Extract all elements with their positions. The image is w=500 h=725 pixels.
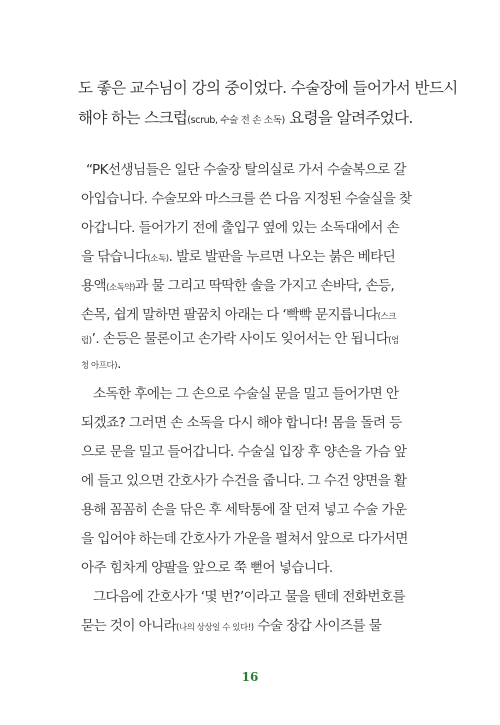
- text-run: 용액: [81, 278, 107, 294]
- text-run: 소독한 후에는 그 손으로 수술실 문을 밀고 들어가면 안: [93, 386, 399, 402]
- text-line: [81, 354, 121, 375]
- annotation-text: 청 아프다): [81, 360, 118, 370]
- text-line: [93, 587, 405, 607]
- text-line: [81, 218, 399, 238]
- text-run: 요령을 알려주었다.: [284, 109, 413, 127]
- text-line: [81, 529, 408, 549]
- text-run: 되겠죠? 그러면 손 소독을 다시 해야 합니다! 몸을 돌려 등: [81, 415, 402, 431]
- text-run: 에 들고 있으면 간호사가 수건을 줍니다. 그 수건 양면을 활: [81, 473, 407, 489]
- text-run: . 발로 발판을 누르면 나오는 붉은 베타딘: [168, 249, 396, 265]
- annotation-text: 럽): [81, 335, 92, 345]
- text-run: 묻는 것이 아니라: [81, 618, 177, 634]
- text-line: [81, 471, 406, 491]
- annotation-text: (소독약): [106, 282, 136, 292]
- text-run: ’. 손등은 물론이고 손가락 사이도 잊어서는 안 됩니다: [91, 331, 389, 347]
- text-line: [81, 558, 333, 578]
- text-run: 도 좋은 교수님이 강의 중이었다. 수술장에 들어가서 반드시: [78, 79, 458, 97]
- page-number: 16: [241, 670, 259, 684]
- text-run: 해야 하는 스크럽: [78, 109, 188, 127]
- annotation-text: (소독): [147, 253, 169, 263]
- text-run: 그다음에 간호사가 ‘몇 번?’이라고 물을 텐데 전화번호를: [93, 589, 406, 605]
- text-line: [81, 276, 394, 297]
- text-line: [81, 247, 395, 268]
- text-run: 으로 문을 밀고 들어갑니다. 수술실 입장 후 양손을 가슴 앞: [81, 444, 407, 460]
- annotation-text: (scrub, 수술 전 손 소독): [187, 115, 285, 126]
- annotation-text: (엄: [388, 335, 399, 345]
- text-line: [81, 329, 399, 350]
- text-run: 아갑니다. 들어가기 전에 출입구 옆에 있는 소독대에서 손: [81, 220, 399, 236]
- text-line: [81, 413, 402, 433]
- text-line: [78, 108, 413, 131]
- annotation-text: (나의 상상일 수 있다!): [176, 622, 254, 632]
- text-run: 을 닦습니다: [81, 249, 148, 265]
- text-run: 아주 힘차게 양팔을 앞으로 쭉 뻗어 넣습니다.: [81, 560, 333, 576]
- text-run: 과 물 그리고 딱딱한 솔을 가지고 손바닥, 손등,: [135, 278, 395, 294]
- text-run: 아입습니다. 수술모와 마스크를 쓴 다음 지정된 수술실을 찾: [81, 191, 412, 207]
- text-run: 을 입어야 하는데 간호사가 가운을 펼쳐서 앞으로 다가서면: [81, 531, 408, 547]
- text-line: [81, 616, 381, 637]
- text-run: 수술 장갑 사이즈를 물: [253, 618, 382, 634]
- annotation-text: (스크: [377, 311, 397, 321]
- text-line: [81, 189, 412, 209]
- text-line: [81, 500, 406, 520]
- text-run: “PK선생님들은 일단 수술장 탈의실로 가서 수술복으로 갈: [86, 162, 406, 178]
- text-run: 손목, 쉽게 말하면 팔꿈치 아래는 다 ‘빡빡 문지릅니다: [81, 307, 378, 323]
- text-line: [86, 160, 406, 180]
- text-line: [81, 305, 396, 326]
- text-line: [78, 78, 458, 98]
- text-line: [93, 384, 398, 404]
- text-line: [81, 442, 406, 462]
- text-run: 용해 꼼꼼히 손을 닦은 후 세탁통에 잘 던져 넣고 수술 가운: [81, 502, 407, 518]
- text-run: .: [117, 356, 121, 372]
